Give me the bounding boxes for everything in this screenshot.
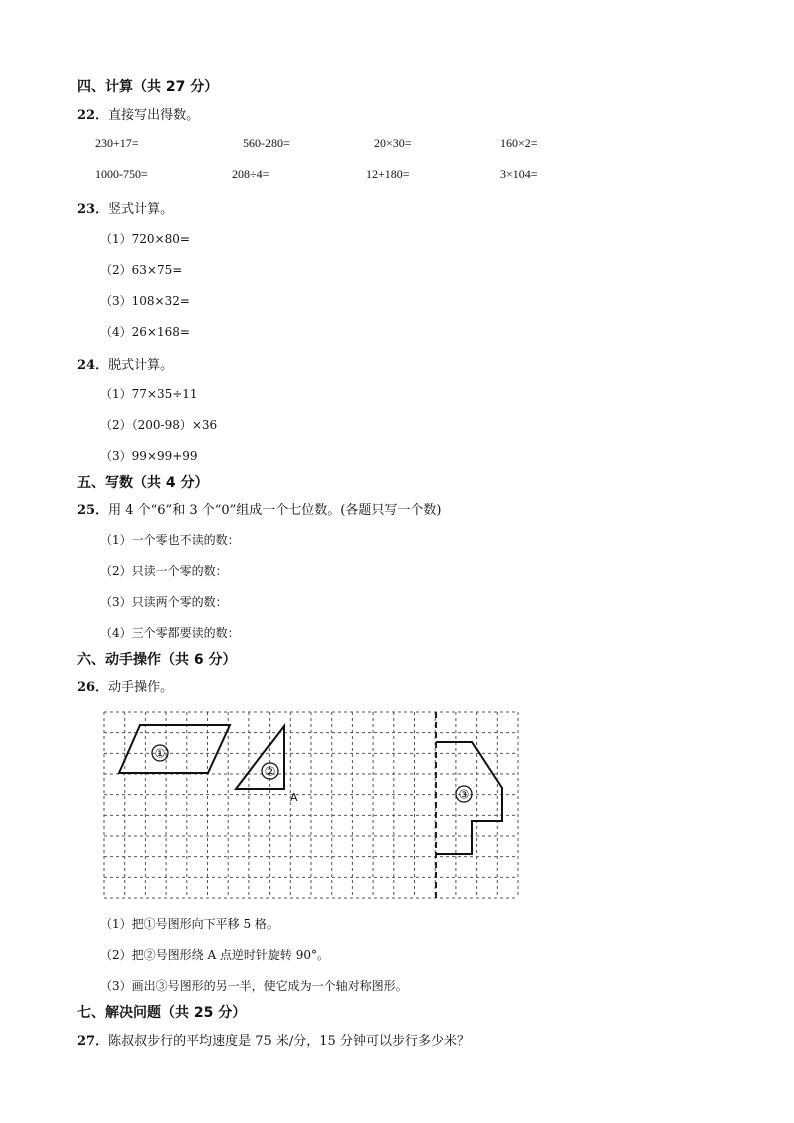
shape-1-label: ① xyxy=(154,746,166,761)
sub-item: （1）一个零也不读的数： xyxy=(100,533,240,547)
grid-figure xyxy=(100,708,522,902)
sub-item: （4）26×168= xyxy=(100,325,190,339)
calc-item: 1000-750= xyxy=(95,167,148,181)
question-text: 竖式计算。 xyxy=(108,202,174,217)
section-title-calculation: 四、计算（共 27 分） xyxy=(77,79,219,95)
question-number: 27． xyxy=(77,1034,109,1049)
sub-item: （1）720×80= xyxy=(100,232,190,246)
sub-item: （4）三个零都要读的数： xyxy=(100,626,240,640)
question-number: 23． xyxy=(77,202,109,217)
calc-item: 12+180= xyxy=(366,167,410,181)
question-text: 用 4 个“6”和 3 个“0”组成一个七位数。(各题只写一个数) xyxy=(108,503,442,518)
point-a-label: A xyxy=(290,791,298,804)
shape-2-triangle xyxy=(236,726,284,789)
sub-item: （1）77×35÷11 xyxy=(100,387,198,401)
question-24 xyxy=(77,354,173,373)
sub-item: （2）把②号图形绕 A 点逆时针旋转 90°。 xyxy=(100,948,330,962)
sub-item: （3）只读两个零的数： xyxy=(100,595,228,609)
calc-item: 208÷4= xyxy=(232,167,270,181)
question-23 xyxy=(77,198,173,217)
question-text: 陈叔叔步行的平均速度是 75 米/分，15 分钟可以步行多少米？ xyxy=(108,1034,470,1049)
sub-item: （2）63×75= xyxy=(100,263,183,277)
section-title-write-number: 五、写数（共 4 分） xyxy=(77,475,209,491)
section-title-hands-on: 六、动手操作（共 6 分） xyxy=(77,652,237,668)
question-25 xyxy=(77,499,441,518)
sub-item: （3）画出③号图形的另一半，使它成为一个轴对称图形。 xyxy=(100,979,408,993)
sub-item: （2）（200-98）×36 xyxy=(100,418,218,432)
dashed-grid xyxy=(104,712,518,898)
sub-item: （2）只读一个零的数： xyxy=(100,564,228,578)
question-27 xyxy=(77,1030,470,1049)
sub-item: （3）99×99+99 xyxy=(100,449,198,463)
sub-item: （1）把①号图形向下平移 5 格。 xyxy=(100,917,279,931)
question-number: 26． xyxy=(77,680,109,695)
question-number: 25． xyxy=(77,503,109,518)
question-number: 22． xyxy=(77,108,109,123)
question-26 xyxy=(77,676,173,695)
calc-item: 230+17= xyxy=(95,136,139,150)
calc-item: 20×30= xyxy=(374,136,412,150)
question-text: 脱式计算。 xyxy=(108,358,174,373)
shape-2-label: ② xyxy=(264,764,276,779)
question-text: 直接写出得数。 xyxy=(108,108,200,123)
section-title-word-problems: 七、解决问题（共 25 分） xyxy=(77,1005,247,1021)
calc-item: 160×2= xyxy=(500,136,538,150)
question-text: 动手操作。 xyxy=(108,680,174,695)
calc-item: 560-280= xyxy=(243,136,290,150)
calc-item: 3×104= xyxy=(500,167,538,181)
question-number: 24． xyxy=(77,358,109,373)
shape-3-label: ③ xyxy=(458,787,470,802)
question-22 xyxy=(77,104,199,123)
sub-item: （3）108×32= xyxy=(100,294,190,308)
